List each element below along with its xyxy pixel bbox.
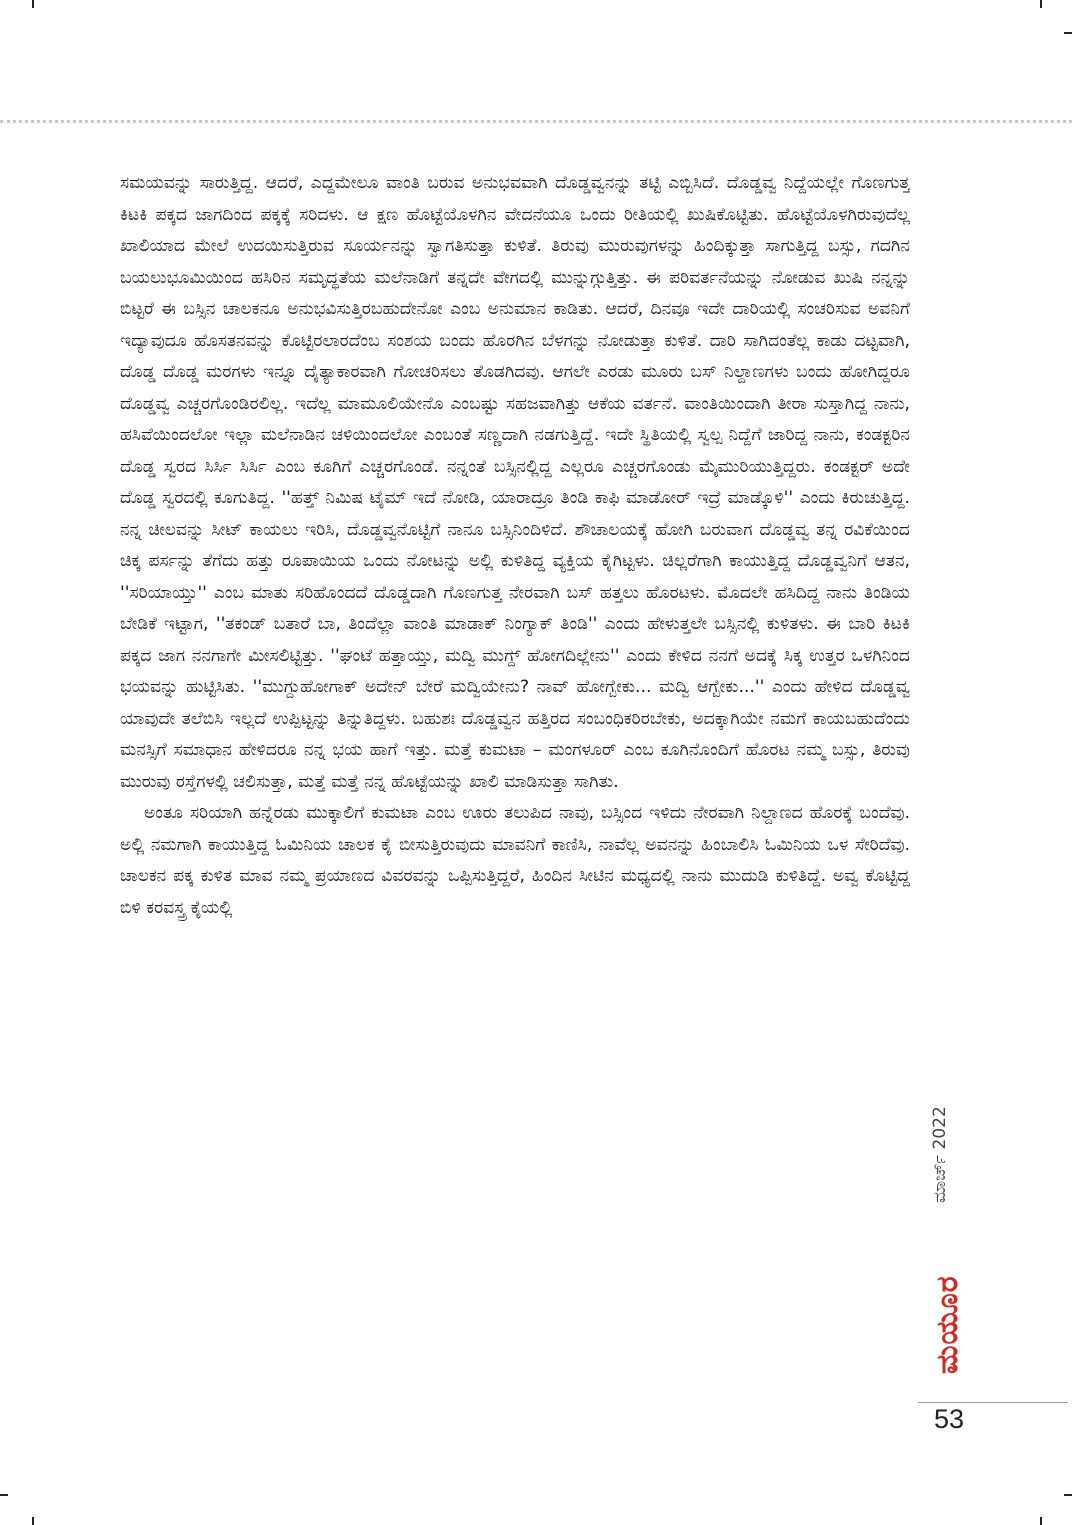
issue-date: ಮಾರ್ಚ್ 2022 xyxy=(930,1106,950,1204)
page-side-strip xyxy=(930,1080,970,1410)
crop-mark-right-lower xyxy=(1064,1494,1072,1496)
crop-mark-bottom-right xyxy=(1040,1517,1042,1525)
magazine-logo: ಮಯೂರ xyxy=(930,1275,965,1375)
article-paragraph-2: ಅಂತೂ ಸರಿಯಾಗಿ ಹನ್ನೆರಡು ಮುಕ್ಕಾಲಿಗೆ ಕುಮಟಾ ಎಂಬ ಊರು ತಲುಪಿದ ನಾವು, ಬಸ್ಸಿಂದ ಇಳಿದು ನೇರವಾಗಿ ನಿಲ್ದಾಣದ ಹೊರಕ್ಕೆ ಬಂದೆವು. ಅಲ್ಲಿ ನಮಗಾಗಿ ಕಾಯುತ್ತಿದ್ದ ಓಮಿನಿಯ ಚಾಲಕ ಕೈ ಬೀಸುತ್ತಿರುವುದು ಮಾವನಿಗೆ ಕಾಣಿಸಿ, ನಾವೆಲ್ಲ ಅವನನ್ನು ಹಿಂಬಾಲಿಸಿ ಓಮಿನಿಯ ಒಳ ಸೇರಿದೆವು. ಚಾಲಕನ ಪಕ್ಕ ಕುಳಿತ ಮಾವ ನಮ್ಮ ಪ್ರಯಾಣದ ವಿವರವನ್ನು ಒಪ್ಪಿಸುತ್ತಿದ್ದರೆ, ಹಿಂದಿನ ಸೀಟಿನ ಮಧ್ಯದಲ್ಲಿ ನಾನು ಮುದುಡಿ ಕುಳಿತಿದ್ದೆ. ಅವ್ವ ಕೊಟ್ಟಿದ್ದ ಬಿಳಿ ಕರವಸ್ತ್ರ ಕೈಯಲ್ಲಿ xyxy=(120,803,910,918)
article-paragraph-1: ಸಮಯವನ್ನು ಸಾರುತ್ತಿದ್ದ. ಆದರೆ, ಎದ್ದಮೇಲೂ ವಾಂತಿ ಬರುವ ಅನುಭವವಾಗಿ ದೊಡ್ಡವ್ವನನ್ನು ತಟ್ಟಿ ಎಬ್ಬಿಸಿದೆ. ದೊಡ್ಡವ್ವ ನಿದ್ದೆಯಲ್ಲೇ ಗೊಣಗುತ್ತ ಕಿಟಕಿ ಪಕ್ಕದ ಜಾಗದಿಂದ ಪಕ್ಕಕ್ಕೆ ಸರಿದಳು. ಆ ಕ್ಷಣ ಹೊಟ್ಟೆಯೊಳಗಿನ ವೇದನೆಯೂ ಒಂದು ರೀತಿಯಲ್ಲಿ ಖುಷಿಕೊಟ್ಟಿತು. ಹೊಟ್ಟೆಯೊಳಗಿರುವುದೆಲ್ಲ ಖಾಲಿಯಾದ ಮೇಲೆ ಉದಯಿಸುತ್ತಿರುವ ಸೂರ್ಯನನ್ನು ಸ್ವಾಗತಿಸುತ್ತಾ ಕುಳಿತೆ. ತಿರುವು ಮುರುವುಗಳನ್ನು ಹಿಂದಿಕ್ಕುತ್ತಾ ಸಾಗುತ್ತಿದ್ದ ಬಸ್ಸು, ಗದಗಿನ ಬಯಲುಭೂಮಿಯಿಂದ ಹಸಿರಿನ ಸಮೃದ್ಧತೆಯ ಮಲೆನಾಡಿಗೆ ತನ್ನದೇ ವೇಗದಲ್ಲಿ ಮುನ್ನುಗ್ಗುತ್ತಿತ್ತು. ಈ ಪರಿವರ್ತನೆಯನ್ನು ನೋಡುವ ಖುಷಿ ನನ್ನನ್ನು ಬಿಟ್ಟರೆ ಈ ಬಸ್ಸಿನ ಚಾಲಕನೂ ಅನುಭವಿಸುತ್ತಿರಬಹುದೇನೋ ಎಂಬ ಅನುಮಾನ ಕಾಡಿತು. ಆದರೆ, ದಿನವೂ ಇದೇ ದಾರಿಯಲ್ಲಿ ಸಂಚರಿಸುವ ಅವನಿಗೆ ಇದ್ಯಾವುದೂ ಹೊಸತನವನ್ನು ಕೊಟ್ಟಿರಲಾರದೆಂಬ ಸಂಶಯ ಬಂದು ಹೊರಗಿನ ಬೆಳಗನ್ನು ನೋಡುತ್ತಾ ಕುಳಿತೆ. ದಾರಿ ಸಾಗಿದಂತೆಲ್ಲ ಕಾಡು ದಟ್ಟವಾಗಿ, ದೊಡ್ಡ ದೊಡ್ಡ ಮರಗಳು ಇನ್ನೂ ದೈತ್ಯಾಕಾರವಾಗಿ ಗೋಚರಿಸಲು ತೊಡಗಿದವು. ಆಗಲೇ ಎರಡು ಮೂರು ಬಸ್ ನಿಲ್ದಾಣಗಳು ಬಂದು ಹೋಗಿದ್ದರೂ ದೊಡ್ಡವ್ವ ಎಚ್ಚರಗೊಂಡಿರಲಿಲ್ಲ. ಇದೆಲ್ಲ ಮಾಮೂಲಿಯೇನೊ ಎಂಬಷ್ಟು ಸಹಜವಾಗಿತ್ತು ಆಕೆಯ ವರ್ತನೆ. ವಾಂತಿಯಿಂದಾಗಿ ತೀರಾ ಸುಸ್ತಾಗಿದ್ದ ನಾನು, ಹಸಿವೆಯಿಂದಲೋ ಇಲ್ಲಾ ಮಲೆನಾಡಿನ ಚಳಿಯಿಂದಲೋ ಎಂಬಂತೆ ಸಣ್ಣದಾಗಿ ನಡಗುತ್ತಿದ್ದೆ. ಇದೇ ಸ್ಥಿತಿಯಲ್ಲಿ ಸ್ವಲ್ಪ ನಿದ್ದೆಗೆ ಜಾರಿದ್ದ ನಾನು, ಕಂಡಕ್ಟರಿನ ದೊಡ್ಡ ಸ್ವರದ ಸಿರ್ಸಿ ಸಿರ್ಸಿ ಎಂಬ ಕೂಗಿಗೆ ಎಚ್ಚರಗೊಂಡೆ. ನನ್ನಂತೆ ಬಸ್ಸಿನಲ್ಲಿದ್ದ ಎಲ್ಲರೂ ಎಚ್ಚರಗೊಂಡು ಮೈಮುರಿಯುತ್ತಿದ್ದರು. ಕಂಡಕ್ಟರ್ ಅದೇ ದೊಡ್ಡ ಸ್ವರದಲ್ಲಿ ಕೂಗುತಿದ್ದ. ''ಹತ್ತ್ ನಿಮಿಷ ಟೈಮ್ ಇದೆ ನೋಡಿ, ಯಾರಾದ್ರೂ ತಿಂಡಿ ಕಾಫಿ ಮಾಡೋರ್ ಇದ್ರೆ ಮಾಡ್ಕೊಳಿ'' ಎಂದು ಕಿರುಚುತ್ತಿದ್ದ. ನನ್ನ ಚೀಲವನ್ನು ಸೀಟ್ ಕಾಯಲು ಇರಿಸಿ, ದೊಡ್ಡವ್ವನೊಟ್ಟಿಗೆ ನಾನೂ ಬಸ್ಸಿನಿಂದಿಳಿದೆ. ಶೌಚಾಲಯಕ್ಕೆ ಹೋಗಿ ಬರುವಾಗ ದೊಡ್ಡವ್ವ ತನ್ನ ರವಿಕೆಯಿಂದ ಚಿಕ್ಕ ಪರ್ಸನ್ನು ತೆಗೆದು ಹತ್ತು ರೂಪಾಯಿಯ ಒಂದು ನೋಟನ್ನು ಅಲ್ಲಿ ಕುಳಿತಿದ್ದ ವ್ಯಕ್ತಿಯ ಕೈಗಿಟ್ಟಳು. ಚಿಲ್ಲರೆಗಾಗಿ ಕಾಯುತ್ತಿದ್ದ ದೊಡ್ಡವ್ವನಿಗೆ ಆತನ, ''ಸರಿಯಾಯ್ತು'' ಎಂಬ ಮಾತು ಸರಿಹೊಂದದೆ ದೊಡ್ಡದಾಗಿ ಗೊಣಗುತ್ತ ನೇರವಾಗಿ ಬಸ್ ಹತ್ತಲು ಹೊರಟಳು. ಮೊದಲೇ ಹಸಿದಿದ್ದ ನಾನು ತಿಂಡಿಯ ಬೇಡಿಕೆ ಇಟ್ಟಾಗ, ''ತಕಂಡ್ ಬತಾರೆ ಬಾ, ತಿಂದೆಲ್ಲಾ ವಾಂತಿ ಮಾಡಾಕ್ ನಿಂಗ್ಯಾಕ್ ತಿಂಡಿ'' ಎಂದು ಹೇಳುತ್ತಲೇ ಬಸ್ಸಿನಲ್ಲಿ ಕುಳಿತಳು. ಈ ಬಾರಿ ಕಿಟಕಿ ಪಕ್ಕದ ಜಾಗ ನನಗಾಗೇ ಮೀಸಲಿಟ್ಟಿತ್ತು. ''ಘಂಟೆ ಹತ್ತಾಯ್ತು, ಮದ್ವಿ ಮುಗ್ದ್ ಹೋಗದಿಲ್ಲೇನು'' ಎಂದು ಕೇಳಿದ ನನಗೆ ಅದಕ್ಕೆ ಸಿಕ್ಕ ಉತ್ತರ ಒಳಗಿನಿಂದ ಭಯವನ್ನು ಹುಟ್ಟಿಸಿತು. ''ಮುಗ್ದುಹೋಗಾಕ್ ಅದೇನ್ ಬೇರೆ ಮದ್ವಿಯೇನು? ನಾವ್ ಹೋಗ್ಬೇಕು... ಮದ್ವಿ ಆಗ್ಬೇಕು...'' ಎಂದು ಹೇಳಿದ ದೊಡ್ಡವ್ವ ಯಾವುದೇ ತಲೆಬಿಸಿ ಇಲ್ಲದೆ ಉಪ್ಪಿಟ್ಟನ್ನು ತಿನ್ನುತಿದ್ದಳು. ಬಹುಶಃ ದೊಡ್ಡವ್ವನ ಹತ್ತಿರದ ಸಂಬಂಧಿಕರಿರಬೇಕು, ಅದಕ್ಕಾಗಿಯೇ ನಮಗೆ ಕಾಯಬಹುದೆಂದು ಮನಸ್ಸಿಗೆ ಸಮಾಧಾನ ಹೇಳಿದರೂ ನನ್ನ ಭಯ ಹಾಗೆ ಇತ್ತು. ಮತ್ತೆ ಕುಮಟಾ – ಮಂಗಳೂರ್ ಎಂಬ ಕೂಗಿನೊಂದಿಗೆ ಹೊರಟ ನಮ್ಮ ಬಸ್ಸು, ತಿರುವು ಮುರುವು ರಸ್ತೆಗಳಲ್ಲಿ ಚಲಿಸುತ್ತಾ, ಮತ್ತೆ ಮತ್ತೆ ನನ್ನ ಹೊಟ್ಟೆಯನ್ನು ಖಾಲಿ ಮಾಡಿಸುತ್ತಾ ಸಾಗಿತು. xyxy=(120,173,910,792)
crop-mark-top-right xyxy=(1040,0,1042,8)
page-number-rule xyxy=(918,1402,1068,1403)
header-dotted-rule xyxy=(0,120,1072,123)
crop-mark-top-left xyxy=(32,0,34,8)
crop-mark-left-lower xyxy=(0,1494,8,1496)
article-body xyxy=(120,168,910,1408)
crop-mark-bottom-left xyxy=(32,1517,34,1525)
page-number: 53 xyxy=(934,1404,965,1434)
crop-mark-right-upper xyxy=(1064,32,1072,34)
